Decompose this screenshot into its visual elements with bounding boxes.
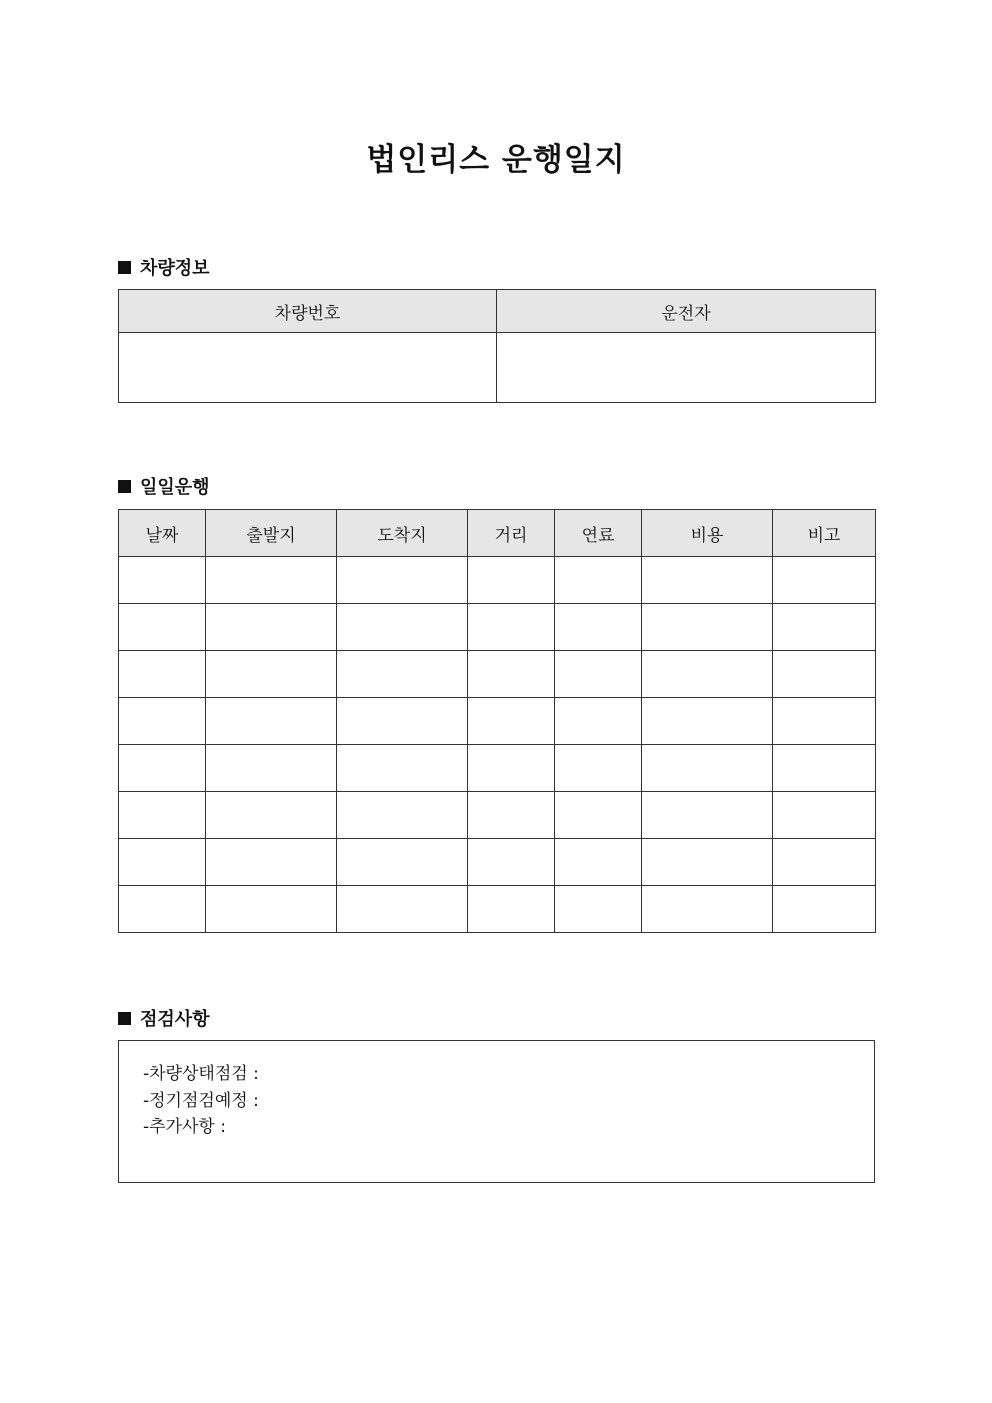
remarks-cell[interactable]: [773, 839, 876, 886]
distance-cell[interactable]: [468, 604, 555, 651]
date-cell[interactable]: [119, 604, 206, 651]
header-fuel: 연료: [555, 510, 642, 557]
table-row: [119, 557, 876, 604]
arrival-cell[interactable]: [337, 792, 468, 839]
square-bullet-icon: [118, 1012, 131, 1025]
header-vehicle-number: 차량번호: [119, 290, 497, 333]
cost-cell[interactable]: [642, 698, 773, 745]
daily-log-table: [118, 509, 876, 933]
table-row: [119, 839, 876, 886]
page-title: 법인리스 운행일지: [366, 142, 626, 178]
departure-cell[interactable]: [206, 745, 337, 792]
remarks-cell[interactable]: [773, 745, 876, 792]
fuel-cell[interactable]: [555, 886, 642, 933]
distance-cell[interactable]: [468, 886, 555, 933]
arrival-cell[interactable]: [337, 886, 468, 933]
driver-field[interactable]: [497, 333, 876, 403]
arrival-cell[interactable]: [337, 839, 468, 886]
fuel-cell[interactable]: [555, 792, 642, 839]
departure-cell[interactable]: [206, 698, 337, 745]
header-date: 날짜: [119, 510, 206, 557]
date-cell[interactable]: [119, 839, 206, 886]
square-bullet-icon: [118, 480, 131, 493]
cost-cell[interactable]: [642, 651, 773, 698]
table-row: [119, 792, 876, 839]
arrival-cell[interactable]: [337, 745, 468, 792]
departure-cell[interactable]: [206, 604, 337, 651]
header-distance: 거리: [468, 510, 555, 557]
date-cell[interactable]: [119, 745, 206, 792]
inspection-item-vehicle-condition: -차량상태점검 :: [143, 1064, 259, 1084]
remarks-cell[interactable]: [773, 792, 876, 839]
fuel-cell[interactable]: [555, 698, 642, 745]
date-cell[interactable]: [119, 886, 206, 933]
fuel-cell[interactable]: [555, 839, 642, 886]
departure-cell[interactable]: [206, 792, 337, 839]
distance-cell[interactable]: [468, 745, 555, 792]
fuel-cell[interactable]: [555, 557, 642, 604]
header-driver: 운전자: [497, 290, 876, 333]
distance-cell[interactable]: [468, 651, 555, 698]
remarks-cell[interactable]: [773, 886, 876, 933]
cost-cell[interactable]: [642, 745, 773, 792]
section-title-vehicle-info: [118, 254, 210, 280]
cost-cell[interactable]: [642, 557, 773, 604]
remarks-cell[interactable]: [773, 651, 876, 698]
table-row: [119, 886, 876, 933]
table-header-row: [119, 290, 876, 333]
cost-cell[interactable]: [642, 604, 773, 651]
arrival-cell[interactable]: [337, 651, 468, 698]
fuel-cell[interactable]: [555, 651, 642, 698]
date-cell[interactable]: [119, 698, 206, 745]
header-cost: 비용: [642, 510, 773, 557]
table-row: [119, 745, 876, 792]
table-row: [119, 333, 876, 403]
section-title-label: 차량정보: [140, 258, 210, 279]
table-row: [119, 698, 876, 745]
departure-cell[interactable]: [206, 651, 337, 698]
departure-cell[interactable]: [206, 839, 337, 886]
arrival-cell[interactable]: [337, 604, 468, 651]
inspection-notes-box[interactable]: [118, 1040, 875, 1183]
table-row: [119, 651, 876, 698]
distance-cell[interactable]: [468, 557, 555, 604]
departure-cell[interactable]: [206, 557, 337, 604]
section-title-label: 일일운행: [140, 477, 210, 498]
vehicle-info-table: [118, 289, 876, 403]
cost-cell[interactable]: [642, 792, 773, 839]
inspection-list: [119, 1041, 874, 1141]
inspection-item-scheduled-maintenance: -정기점검예정 :: [143, 1090, 259, 1111]
section-title-inspection: [118, 1005, 210, 1031]
arrival-cell[interactable]: [337, 557, 468, 604]
remarks-cell[interactable]: [773, 698, 876, 745]
distance-cell[interactable]: [468, 792, 555, 839]
cost-cell[interactable]: [642, 839, 773, 886]
section-title-daily-log: [118, 473, 210, 499]
inspection-item-additional-notes: -추가사항 :: [143, 1117, 226, 1137]
header-departure: 출발지: [206, 510, 337, 557]
remarks-cell[interactable]: [773, 557, 876, 604]
vehicle-number-field[interactable]: [119, 333, 497, 403]
remarks-cell[interactable]: [773, 604, 876, 651]
header-remarks: 비고: [773, 510, 876, 557]
arrival-cell[interactable]: [337, 698, 468, 745]
table-row: [119, 604, 876, 651]
table-header-row: [119, 510, 876, 557]
departure-cell[interactable]: [206, 886, 337, 933]
date-cell[interactable]: [119, 792, 206, 839]
header-arrival: 도착지: [337, 510, 468, 557]
date-cell[interactable]: [119, 651, 206, 698]
square-bullet-icon: [118, 261, 131, 274]
section-title-label: 점검사항: [140, 1009, 210, 1030]
cost-cell[interactable]: [642, 886, 773, 933]
distance-cell[interactable]: [468, 839, 555, 886]
fuel-cell[interactable]: [555, 604, 642, 651]
distance-cell[interactable]: [468, 698, 555, 745]
date-cell[interactable]: [119, 557, 206, 604]
daily-log-body: [119, 557, 876, 933]
fuel-cell[interactable]: [555, 745, 642, 792]
